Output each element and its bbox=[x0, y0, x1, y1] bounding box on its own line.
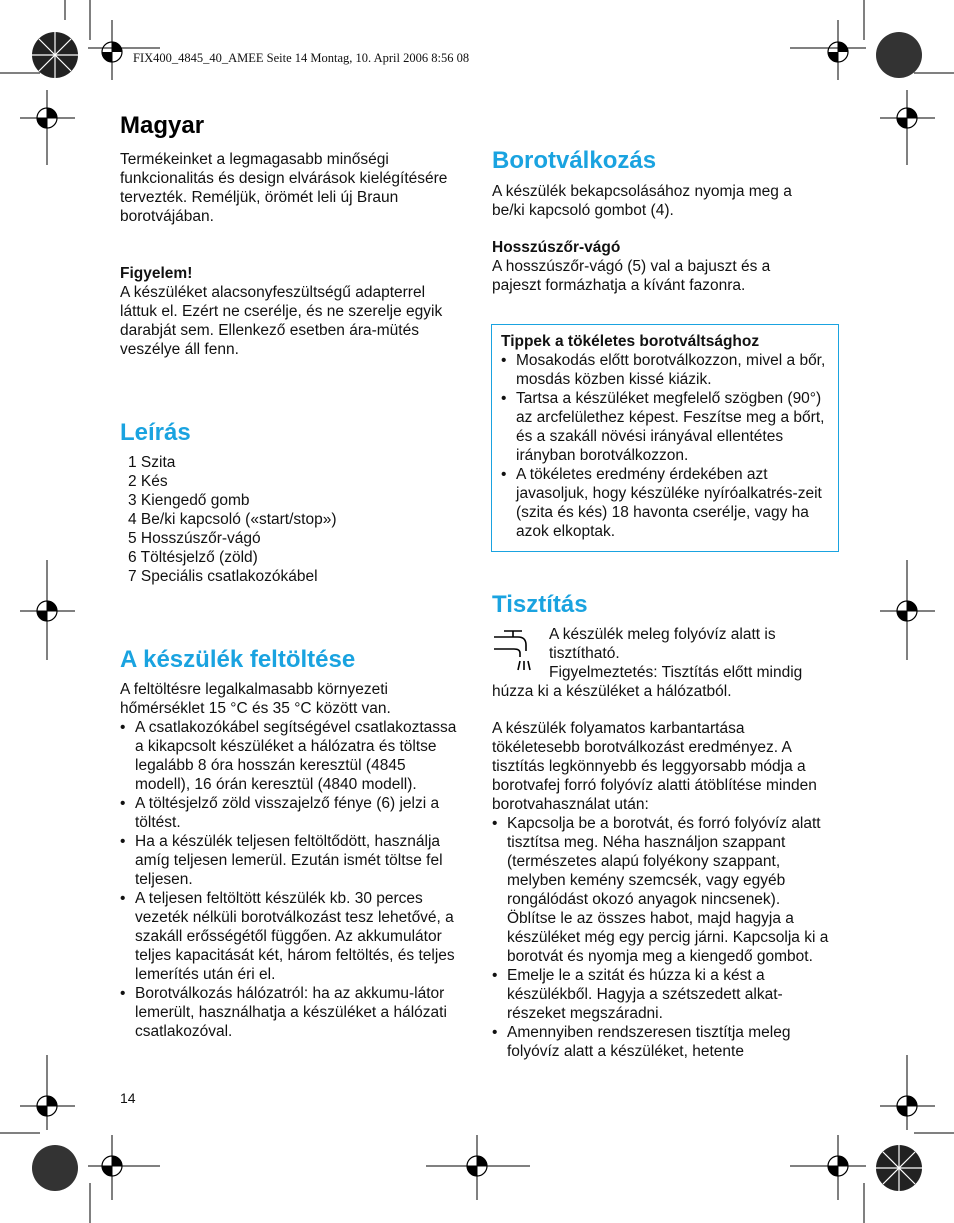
list-item: • Borotválkozás hálózatról: ha az akkumu-látor lemerült, használhatja a készüléket a hálózati csatlakozóval. bbox=[120, 984, 462, 1041]
cleaning-warning: Figyelmeztetés: Tisztítás előtt mindig húzza ki a készüléket a hálózatból. bbox=[492, 664, 803, 700]
warning-text: A készüléket alacsonyfeszültségű adapterrel láttuk el. Ezért ne cserélje, és ne szerelje egyik darabját sem. Ellenkező esetben ára-mütés veszélye áll fenn. bbox=[120, 284, 443, 358]
list-item: • Ha a készülék teljesen feltöltődött, használja amíg teljesen lemerül. Ezután ismét töltse fel teljesen. bbox=[120, 832, 462, 889]
cleaning-title: Tisztítás bbox=[492, 591, 588, 618]
list-item: • Mosakodás előtt borotválkozzon, mivel a bőr, mosdás közben kissé kiázik. bbox=[501, 351, 831, 389]
list-item: 2 Kés bbox=[128, 473, 168, 490]
list-item: 1 Szita bbox=[128, 454, 176, 471]
trimmer-text: A hosszúszőr-vágó (5) val a bajuszt és a pajeszt formázhatja a kívánt fazonra. bbox=[492, 258, 771, 294]
list-item: 3 Kiengedő gomb bbox=[128, 492, 250, 509]
charging-intro: A feltöltésre legalkalmasabb környezeti hőmérséklet 15 °C és 35 °C között van. bbox=[120, 681, 391, 717]
shaving-text: A készülék bekapcsolásához nyomja meg a be/ki kapcsoló gombot (4). bbox=[492, 183, 792, 219]
list-item: • A tökéletes eredmény érdekében azt javasoljuk, hogy készüléke nyíróalkatrés-zeit (szita és kés) 18 havonta cserélje, vagy ha azok elkoptak. bbox=[501, 465, 831, 541]
list-item: 6 Töltésjelző (zöld) bbox=[128, 549, 258, 566]
page-number: 14 bbox=[120, 1090, 136, 1106]
list-item: • Amennyiben rendszeresen tisztítja meleg folyóvíz alatt a készüléket, hetente bbox=[492, 1023, 832, 1061]
charging-list bbox=[120, 718, 462, 1041]
list-item: • Kapcsolja be a borotvát, és forró folyóvíz alatt tisztítsa meg. Néha használjon szappant (természetes alapú folyékony szappant, melyben kemény szemcsék, vagy egyéb rongálódást okozó anyagok nincsenek). Öblítse le az összes habot, majd hagyja a készüléket még egy percig járni. Kapcsolja ki a borotvát és nyomja meg a kiengedő gombot. bbox=[492, 814, 832, 966]
cleaning-paragraph: A készülék folyamatos karbantartása tökéletesebb borotválkozást eredményez. A tisztítás legkönnyebb és leggyorsabb módja a borotvafej forró folyóvíz alatti átöblítése minden borotvahasználat után: bbox=[492, 720, 817, 813]
parts-list bbox=[128, 453, 337, 586]
warning-title: Figyelem! bbox=[120, 265, 193, 282]
description-title: Leírás bbox=[120, 419, 191, 446]
list-item: 5 Hosszúszőr-vágó bbox=[128, 530, 261, 547]
tips-list bbox=[501, 351, 831, 541]
list-item: • A csatlakozókábel segítségével csatlakoztassa a kikapcsolt készüléket a hálózatra és töltse legalább 8 óra hosszán keresztül (4845 modell), 16 órán keresztül (4840 modell). bbox=[120, 718, 462, 794]
list-item: • A töltésjelző zöld visszajelző fénye (6) jelzi a töltést. bbox=[120, 794, 462, 832]
cleaning-line1: A készülék meleg folyóvíz alatt is tisztítható. bbox=[549, 626, 776, 662]
language-title: Magyar bbox=[120, 112, 205, 139]
list-item: • Tartsa a készüléket megfelelő szögben (90°) az arcfelülethez képest. Feszítse meg a bőrt, és a szakáll növési irányával ellentétes irányban borotválkozzon. bbox=[501, 389, 831, 465]
list-item: 4 Be/ki kapcsoló («start/stop») bbox=[128, 511, 337, 528]
intro-text: Termékeinket a legmagasabb minőségi funkcionalitás és design elvárások kielégítésére tervezték. Reméljük, örömét leli új Braun borotvájában. bbox=[120, 151, 448, 225]
print-header: FIX400_4845_40_AMEE Seite 14 Montag, 10. April 2006 8:56 08 bbox=[133, 51, 470, 65]
list-item: • A teljesen feltöltött készülék kb. 30 perces vezeték nélküli borotválkozást tesz lehetővé, a szakáll erősségétől függően. Az akkumulátor teljes kapacitását két, három feltöltés, és teljes lemerítés után éri el. bbox=[120, 889, 462, 984]
list-item: 7 Speciális csatlakozókábel bbox=[128, 568, 318, 585]
tips-title: Tippek a tökéletes borotváltsághoz bbox=[501, 333, 760, 350]
trimmer-title: Hosszúszőr-vágó bbox=[492, 239, 621, 256]
charging-title: A készülék feltöltése bbox=[120, 646, 356, 673]
tips-box bbox=[491, 324, 839, 552]
list-item: • Emelje le a szitát és húzza ki a kést a készülékből. Hagyja a szétszedett alkat-részeket megszáradni. bbox=[492, 966, 832, 1023]
cleaning-list bbox=[492, 814, 832, 1061]
shaving-title: Borotválkozás bbox=[492, 147, 657, 174]
